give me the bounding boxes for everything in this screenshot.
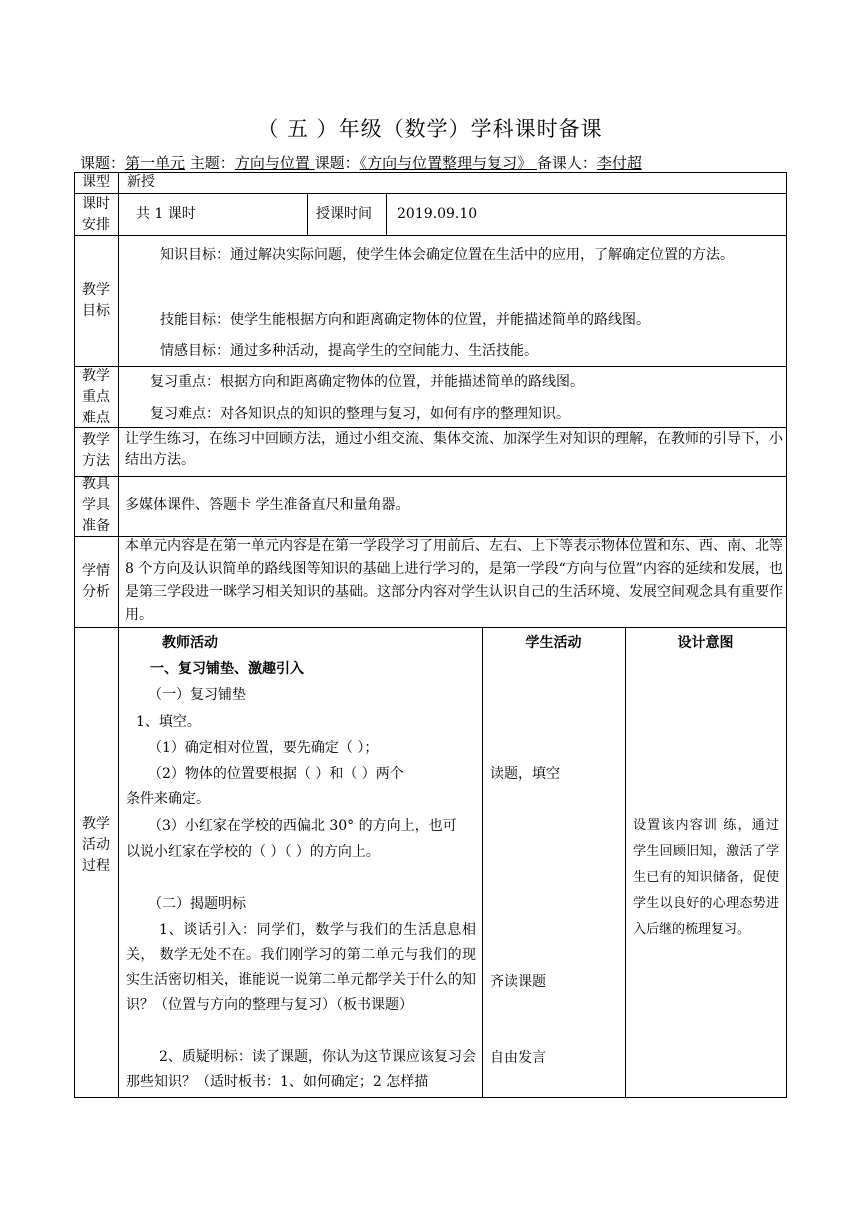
col-student-header: 学生活动 xyxy=(525,635,582,651)
unit-name: 第一单元 xyxy=(125,154,186,172)
row-label-method: 教学 方法 xyxy=(82,432,110,469)
question-paragraph: 2、质疑明标：读了课题，你认为这节课应该复习会那些知识？（适时板书：1、如何确定；2 怎样描 xyxy=(126,1049,476,1090)
analysis-value: 本单元内容是在第一单元内容是在第一学段学习了用前后、左右、上下等表示物体位置和东、西、南、北等 8 个方向及认识简单的路线图等知识的基础上进行学习的，是第一学段“方向与位置”内容的延续和发展，也是第三学段进一眯学习相关知识的基础。这部分内容对学生认识自己的生活环境、发展空间观念具有重要作用。 xyxy=(125,538,783,623)
row-label-goals: 教学 目标 xyxy=(82,282,110,319)
item-fill: 1、填空。 xyxy=(136,714,201,730)
row-label-type: 课型 xyxy=(82,174,110,190)
intro-paragraph: 1、谈话引入：同学们，数学与我们的生活息息相关， 数学无处不在。我们刚学习的第二单元与我们的现实生活密切相关，谁能说一说第二单元都学关于什么的知识？（位置与方向的整理与复习）（板书课题） xyxy=(126,922,476,1013)
method-value: 让学生练习，在练习中回顾方法，通过小组交流、集体交流、加深学生对知识的理解，在教师的引导下，小结出方法。 xyxy=(125,431,783,468)
tools-value: 多媒体课件、答题卡 学生准备直尺和量角器。 xyxy=(125,497,410,513)
time-label: 授课时间 xyxy=(316,206,372,222)
lesson-header xyxy=(80,152,642,173)
goal-knowledge: 知识目标：通过解决实际问题，使学生体会确定位置在生活中的应用，了解确定位置的方法。 xyxy=(160,247,734,263)
topic-prefix: 课题： xyxy=(314,154,360,172)
row-label-keypoints: 教学 重点 难点 xyxy=(82,368,110,426)
sub-review: （一）复习铺垫 xyxy=(148,687,246,703)
goal-emotion: 情感目标：通过多种活动，提高学生的空间能力、生活技能。 xyxy=(160,343,538,359)
difficulty-point: 复习难点：对各知识点的知识的整理与复习，如何有序的整理知识。 xyxy=(150,406,570,422)
row-label-tools: 教具 学具 准备 xyxy=(82,476,110,534)
theme-prefix: 主题： xyxy=(185,154,235,172)
teacher-prefix: 备课人： xyxy=(536,154,597,172)
question-3-line-1: （3）小红家在学校的西偏北 30° 的方向上，也可 xyxy=(148,818,457,834)
lesson-prefix: 课题： xyxy=(80,154,126,172)
lesson-type-value: 新授 xyxy=(127,174,155,190)
row-label-process: 教学 活动 过程 xyxy=(82,816,110,874)
question-1: （1）确定相对位置，要先确定（ ）； xyxy=(148,740,379,756)
goal-skill: 技能目标：使学生能根据方向和距离确定物体的位置，并能描述简单的路线图。 xyxy=(160,312,650,328)
student-activity-3: 自由发言 xyxy=(490,1050,546,1066)
question-3-line-2: 以说小红家在学校的（ ）（ ）的方向上。 xyxy=(126,844,380,860)
student-activity-1: 读题，填空 xyxy=(490,766,560,782)
col-teacher-header: 教师活动 xyxy=(162,635,218,651)
row-label-schedule: 课时 安排 xyxy=(82,196,110,233)
time-value: 2019.09.10 xyxy=(397,206,478,222)
student-activity-2: 齐读课题 xyxy=(490,974,546,990)
col-design-header: 设计意图 xyxy=(677,635,734,651)
document-title: （ 五 ）年级（数学）学科课时备课 xyxy=(257,117,603,141)
schedule-value: 共 1 课时 xyxy=(136,206,196,222)
design-intent: 设置该内容训 练，通过学生回顾旧知，激活了学生已有的知识储备，促使学生以良好的心理态势进入后继的梳理复习。 xyxy=(633,818,779,937)
question-2-line-1: （2）物体的位置要根据（ ）和（ ）两个 xyxy=(148,766,404,782)
teacher-name: 李付超 xyxy=(596,154,642,172)
topic-name: 《方向与位置整理与复习》 xyxy=(359,154,537,172)
row-label-analysis: 学情 分析 xyxy=(82,563,110,600)
section-review-intro: 一、复习铺垫、激趣引入 xyxy=(150,661,304,677)
question-2-line-2: 条件来确定。 xyxy=(126,791,210,807)
theme-name: 方向与位置 xyxy=(234,154,315,172)
focus-point: 复习重点：根据方向和距离确定物体的位置，并能描述简单的路线图。 xyxy=(150,374,584,390)
sub-topic-reveal: （二）揭题明标 xyxy=(148,896,246,912)
